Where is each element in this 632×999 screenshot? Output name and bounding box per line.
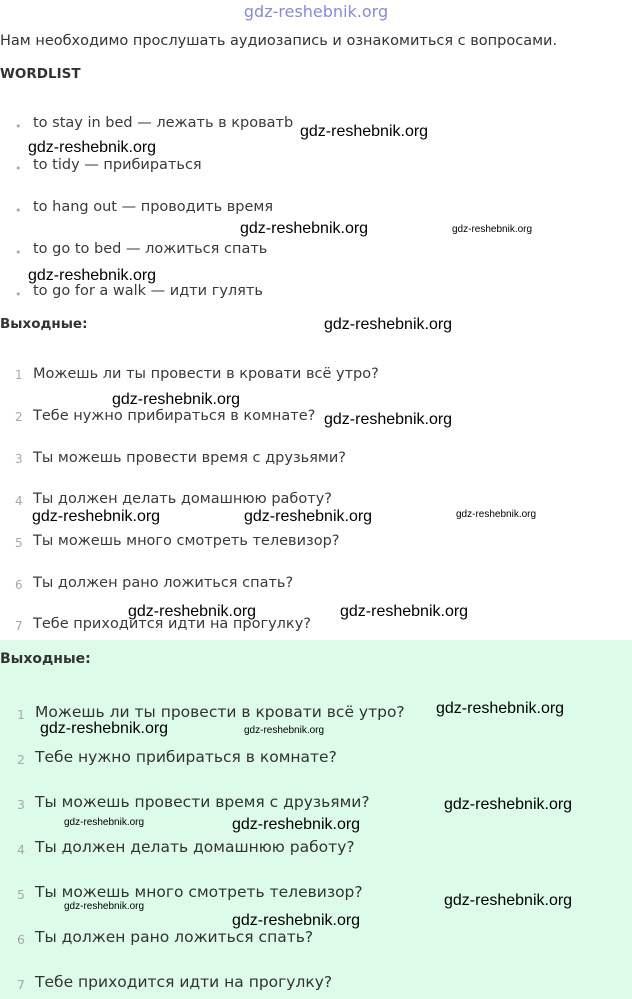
question-text: Ты можешь много смотреть телевизор? xyxy=(35,883,363,901)
question-text: Ты должен рано ложиться спать? xyxy=(35,928,314,946)
bullet-dot: • xyxy=(15,204,22,217)
question-text: Ты должен делать домашнюю работу? xyxy=(35,838,355,856)
question-text: Можешь ли ты провести в кровати всё утро? xyxy=(33,366,379,382)
watermark: gdz-reshebnik.org xyxy=(244,725,325,736)
bullet-dot: • xyxy=(15,120,22,133)
bullet-dot: • xyxy=(15,162,22,175)
question-number: 6 xyxy=(17,932,25,947)
watermark: gdz-reshebnik.org xyxy=(40,720,169,737)
watermark: gdz-reshebnik.org xyxy=(240,220,369,237)
question-text: Ты должен делать домашнюю работу? xyxy=(33,491,332,507)
watermark: gdz-reshebnik.org xyxy=(300,123,429,140)
wordlist-item: to hang out — проводить время xyxy=(33,199,274,215)
wordlist-item: to go for a walk — идти гулять xyxy=(33,283,263,299)
watermark: gdz-reshebnik.org xyxy=(128,603,257,620)
question-text: Ты можешь провести время с друзьями? xyxy=(35,793,370,811)
watermark: gdz-reshebnik.org xyxy=(340,603,469,620)
question-number: 4 xyxy=(17,842,25,857)
question-number: 4 xyxy=(15,494,23,508)
watermark: gdz-reshebnik.org xyxy=(64,817,145,828)
question-number: 3 xyxy=(15,452,23,466)
watermark: gdz-reshebnik.org xyxy=(244,508,373,525)
question-text: Тебе приходится идти на прогулку? xyxy=(35,973,333,991)
wordlist-item: to stay in bed — лежать в кроватb xyxy=(33,115,294,131)
watermark: gdz-reshebnik.org xyxy=(324,316,453,333)
section-title: Выходные: xyxy=(0,316,88,332)
watermark: gdz-reshebnik.org xyxy=(32,508,161,525)
watermark: gdz-reshebnik.org xyxy=(444,796,573,813)
question-number: 3 xyxy=(17,797,25,812)
watermark: gdz-reshebnik.org xyxy=(232,912,361,929)
intro-text: Нам необходимо прослушать аудиозапись и ознакомиться с вопросами. xyxy=(0,33,558,49)
section-title: Выходные: xyxy=(0,651,91,667)
question-text: Ты можешь много смотреть телевизор? xyxy=(33,533,340,549)
question-number: 7 xyxy=(15,619,23,633)
question-text: Тебе нужно прибираться в комнате? xyxy=(35,748,337,766)
question-number: 7 xyxy=(17,977,25,992)
question-number: 5 xyxy=(17,887,25,902)
question-text: Можешь ли ты провести в кровати всё утро? xyxy=(35,703,405,721)
wordlist-item: to go to bed — ложиться спать xyxy=(33,241,268,257)
question-number: 2 xyxy=(15,410,23,424)
question-text: Тебе приходится идти на прогулку? xyxy=(33,616,311,632)
bullet-dot: • xyxy=(15,288,22,301)
watermark: gdz-reshebnik.org xyxy=(28,267,157,284)
question-text: Ты можешь провести время с друзьями? xyxy=(33,450,346,466)
question-number: 1 xyxy=(17,707,25,722)
watermark: gdz-reshebnik.org xyxy=(452,224,533,235)
watermark: gdz-reshebnik.org xyxy=(112,391,241,408)
watermark: gdz-reshebnik.org xyxy=(436,700,565,717)
question-number: 1 xyxy=(15,368,23,382)
wordlist-item: to tidy — прибираться xyxy=(33,157,202,173)
question-text: Ты должен рано ложиться спать? xyxy=(33,575,294,591)
question-text: Тебе нужно прибираться в комнате? xyxy=(33,408,316,424)
question-number: 5 xyxy=(15,536,23,550)
watermark: gdz-reshebnik.org xyxy=(64,901,145,912)
watermark: gdz-reshebnik.org xyxy=(456,509,537,520)
wordlist-heading: WORDLIST xyxy=(0,66,81,82)
question-number: 2 xyxy=(17,752,25,767)
watermark: gdz-reshebnik.org xyxy=(324,411,453,428)
watermark: gdz-reshebnik.org xyxy=(232,816,361,833)
bullet-dot: • xyxy=(15,246,22,259)
site-title[interactable]: gdz-reshebnik.org xyxy=(243,2,389,21)
watermark: gdz-reshebnik.org xyxy=(28,139,157,156)
question-number: 6 xyxy=(15,578,23,592)
watermark: gdz-reshebnik.org xyxy=(444,892,573,909)
